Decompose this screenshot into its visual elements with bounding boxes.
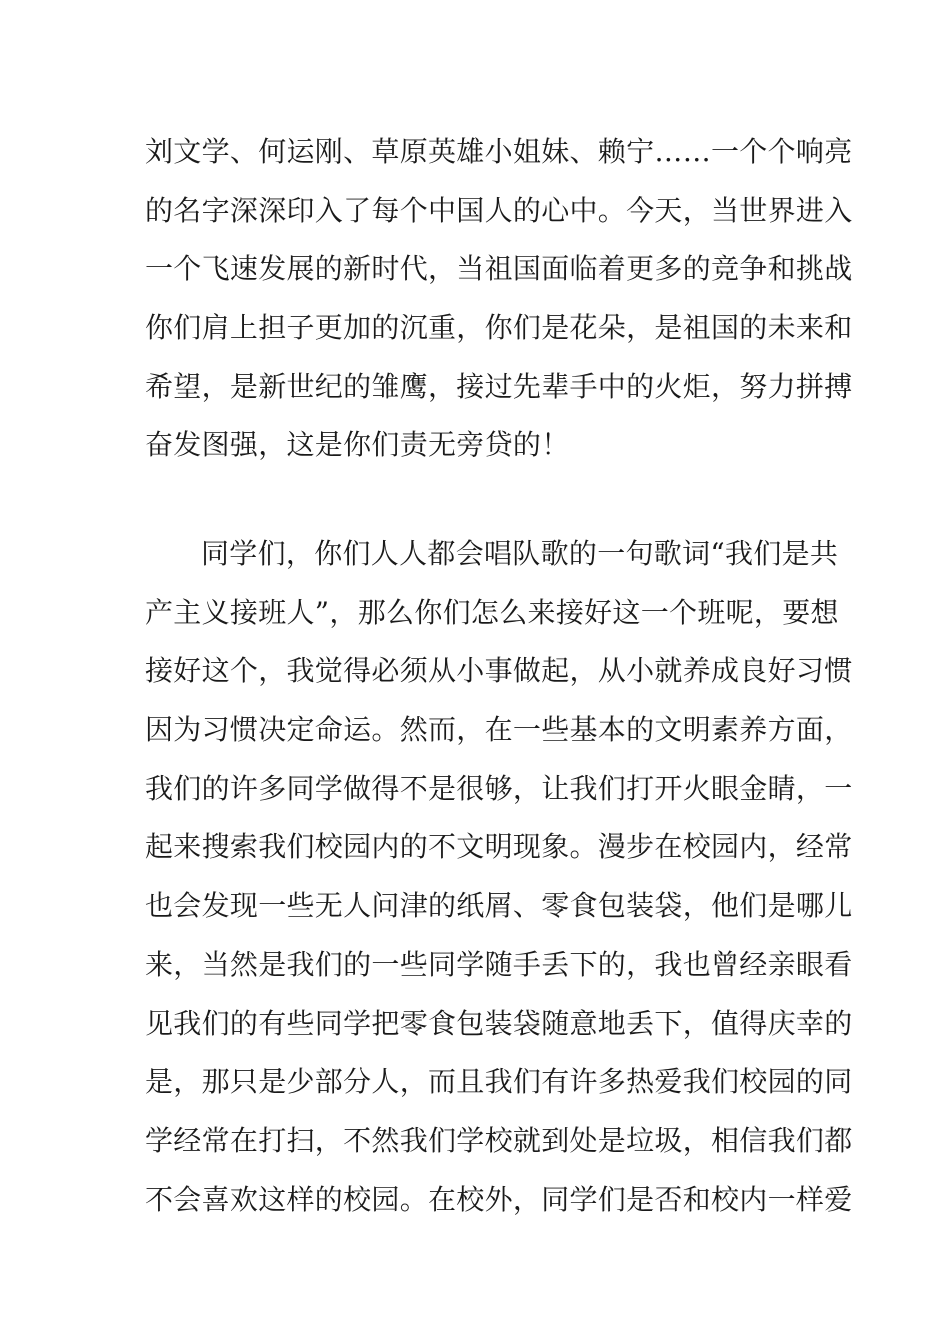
text-line: 奋发图强，这是你们责无旁贷的！ (145, 428, 570, 462)
text-line: 的名字深深印入了每个中国人的心中。今天，当世界进入 (145, 193, 853, 227)
text-line: 我们的许多同学做得不是很够，让我们打开火眼金睛，一 (145, 771, 853, 805)
text-line: 不会喜欢这样的校园。在校外，同学们是否和校内一样爱 (145, 1182, 853, 1216)
paragraph-2 (145, 525, 853, 1229)
text-line: 接好这个，我觉得必须从小事做起，从小就养成良好习惯 (145, 654, 853, 688)
text-line: 见我们的有些同学把零食包装袋随意地丢下，值得庆幸的 (145, 1006, 853, 1040)
text-line: 因为习惯决定命运。然而，在一些基本的文明素养方面， (145, 713, 853, 747)
text-line: 刘文学、何运刚、草原英雄小姐妹、赖宁……一个个响亮 (145, 135, 853, 168)
paragraph-1 (145, 123, 853, 475)
text-line: 你们肩上担子更加的沉重，你们是花朵，是祖国的未来和 (145, 311, 853, 345)
text-line: 起来搜索我们校园内的不文明现象。漫步在校园内，经常 (145, 830, 853, 864)
text-line: 产主义接班人”，那么你们怎么来接好这一个班呢，要想 (145, 595, 839, 629)
text-line: 学经常在打扫，不然我们学校就到处是垃圾，相信我们都 (145, 1123, 853, 1157)
text-line-indented: 同学们，你们人人都会唱队歌的一句歌词“我们是共 (201, 537, 839, 570)
text-line: 也会发现一些无人问津的纸屑、零食包装袋，他们是哪儿 (145, 889, 853, 923)
text-line: 来，当然是我们的一些同学随手丢下的，我也曾经亲眼看 (145, 947, 853, 981)
text-line: 一个飞速发展的新时代，当祖国面临着更多的竞争和挑战 (145, 252, 853, 286)
text-line: 是，那只是少部分人，而且我们有许多热爱我们校园的同 (145, 1065, 853, 1099)
text-line: 希望，是新世纪的雏鹰，接过先辈手中的火炬，努力拼搏 (145, 369, 853, 403)
